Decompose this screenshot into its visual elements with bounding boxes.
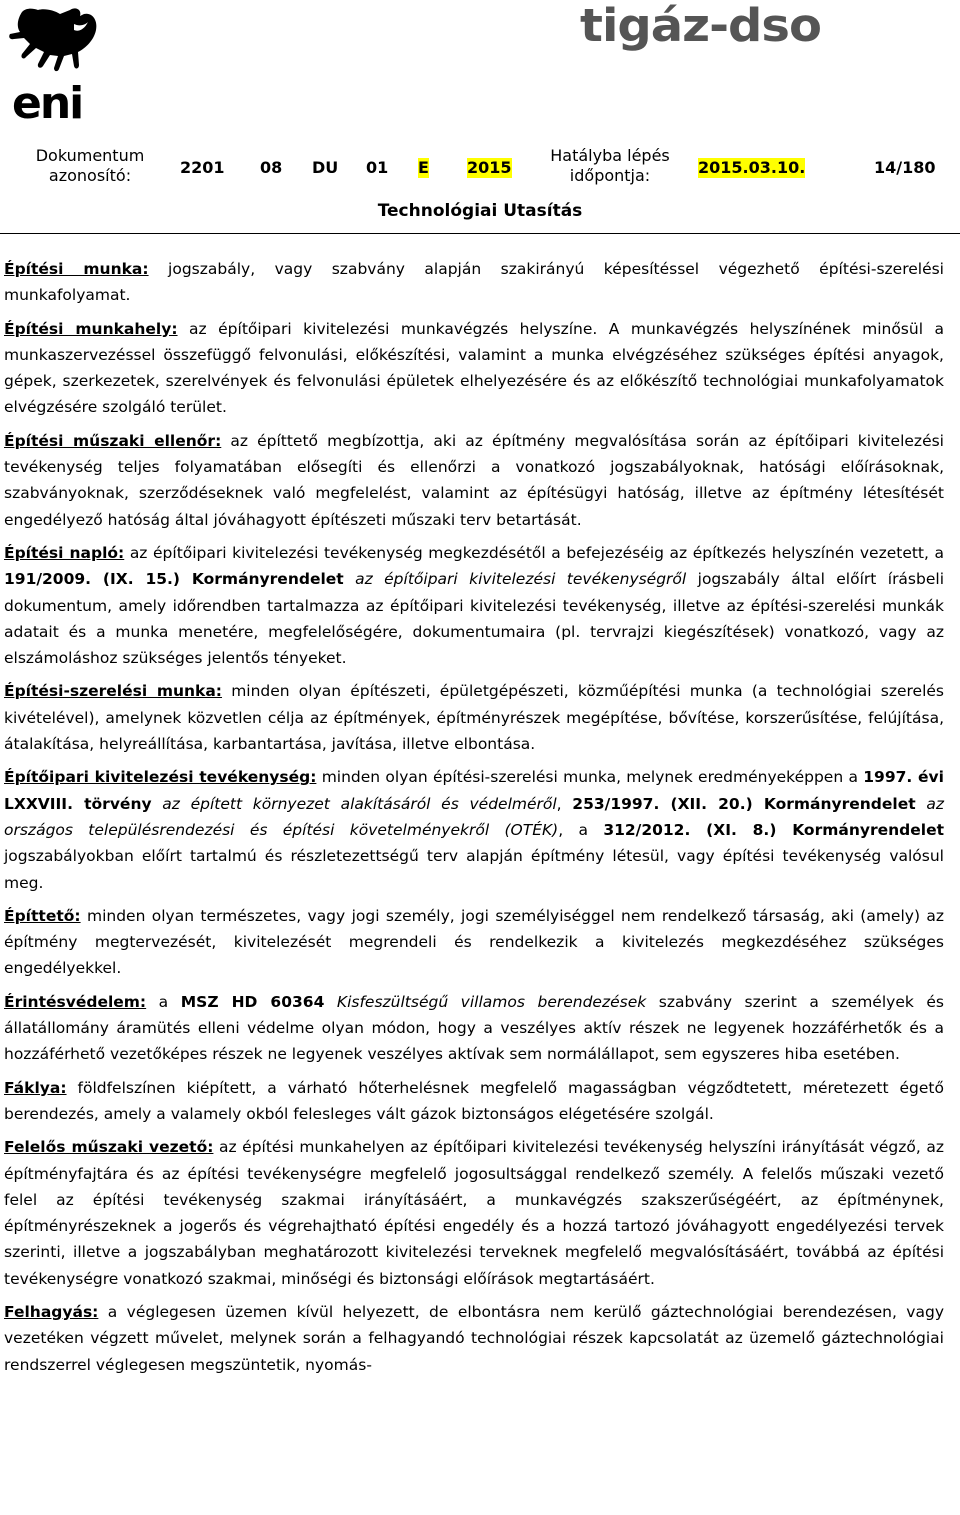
standard-title: Kisfeszültségű villamos berendezések	[336, 992, 647, 1011]
tigaz-dso-logo: tigáz-dso	[580, 0, 821, 53]
page-number: 14/180	[874, 158, 936, 177]
definition-epitesi-szerelesi-munka: Építési-szerelési munka: minden olyan építészeti, épületgépészeti, közműépítési munka (a technológiai szerelés kivételével), amelynek közvetlen célja az építmények, építményrészek megépítése, bővítése, korszerűsítése, felújítása, átalakítása, helyreállítása, karbantartása, javítása, illetve elbontása.	[4, 682, 944, 754]
eni-logo-text: eni	[12, 78, 83, 122]
doc-id-part-6: 2015	[467, 158, 512, 177]
term: Fáklya:	[4, 1078, 67, 1097]
term: Építési napló:	[4, 543, 125, 562]
term: Építtető:	[4, 906, 81, 925]
term: Építési műszaki ellenőr:	[4, 431, 222, 450]
definition-epitesi-muszaki-ellenor: Építési műszaki ellenőr: az építtető megbízottja, aki az építmény megvalósítása során az építőipari kivitelezési tevékenység teljes folyamatában elősegíti és ellenőrzi a vonatkozó jogszabályoknak, hatósági előírásoknak, szabványoknak, szerződéseknek való megfelelést, valamint az építésügyi hatóság, illetve az építmény létesítését engedélyező hatóság által jóváhagyott építészeti műszaki terv betartását.	[4, 431, 944, 529]
effective-date: 2015.03.10.	[698, 158, 806, 177]
definition-epitesi-munkahely: Építési munkahely: az építőipari kivitelezési munkavégzés helyszíne. A munkavégzés helyszínének minősül a munkaszervezéssel összefüggő felvonulási, előkészítési, valamint a munka elvégzéséhez szükséges építési anyagok, gépek, szerkezetek, szerelvények és felvonulási épületek elhelyezésére és az előkészítő technológiai munkafolyamatok elvégzésére szolgáló terület.	[4, 319, 944, 417]
document-subtitle: Technológiai Utasítás	[377, 201, 583, 221]
term: Építési munka:	[4, 260, 149, 278]
term: Építési-szerelési munka:	[4, 682, 223, 701]
standard-ref: MSZ HD 60364	[180, 992, 325, 1011]
term: Építőipari kivitelezési tevékenység:	[4, 768, 317, 787]
regulation-ref: 191/2009. (IX. 15.) Kormányrendelet	[4, 570, 344, 589]
definition-felhagyas: Felhagyás: a véglegesen üzemen kívül helyezett, de elbontásra nem kerülő gáztechnológiai berendezésen, vagy vezetéken végzett művelet, melynek során a felhagyandó technológiai részek kapcsolatát az üzemelő gáztechnológiai rendszerrel véglegesen megszüntetik, nyomás-	[4, 1302, 944, 1374]
regulation-title: az épített környezet alakításáról és védelméről	[162, 794, 557, 813]
regulation-ref: 312/2012. (XI. 8.) Kormányrendelet	[603, 820, 945, 839]
definitions-list	[4, 256, 944, 1385]
regulation-ref: 1997. évi LXXVIII. törvény	[4, 768, 944, 813]
term: Felhagyás:	[4, 1302, 99, 1321]
definition-epitesi-naplo: Építési napló: az építőipari kivitelezési tevékenység megkezdésétől a befejezéséig az építkezés helyszínén vezetett, a 191/2009. (IX. 15.) Kormányrendelet az építőipari kivitelezési tevékenységről jogszabály által előírt írásbeli dokumentum, amely időrendben tartalmazza az építőipari kivitelezési tevékenység, illetve az építési-szerelési munkák adatait és a munka menetére, megfelelőségére, dokumentumaira (pl. tervrajzi kiegészítések) vonatkozó, vagy az elszámoláshoz szükséges jelentős tényeket.	[4, 543, 944, 668]
regulation-ref: 253/1997. (XII. 20.) Kormányrendelet	[572, 794, 916, 813]
definition-epitteto: Építtető: minden olyan természetes, vagy jogi személy, jogi személyiséggel nem rendelkező társaság, aki (amely) az építmény megtervezését, kivitelezését megrendeli és rendelkezik a kivitelezés megkezdéséhez szükséges engedélyekkel.	[4, 906, 944, 978]
regulation-title: az országos településrendezési és építési követelményekről (OTÉK)	[4, 794, 944, 839]
doc-id-part-3: DU	[312, 158, 339, 177]
definition-erintesvedelem: Érintésvédelem: a MSZ HD 60364 Kisfeszültségű villamos berendezések szabvány szerint a személyek és állatállomány áramütés elleni védelme olyan módon, hogy a veszélyes aktív részek ne legyenek hozzáférhetők és a hozzáférhető vezetőképes részek ne legyenek veszélyes aktívak sem normálállapot, sem egyszeres hiba esetében.	[4, 992, 944, 1064]
doc-id-part-5: E	[418, 158, 429, 177]
term: Felelős műszaki vezető:	[4, 1138, 214, 1157]
effective-date-label: Hatályba lépés időpontja:	[550, 146, 670, 185]
document-meta-row	[0, 146, 960, 190]
term: Építési munkahely:	[4, 319, 178, 338]
header-divider	[0, 233, 960, 234]
doc-id-label: Dokumentum azonosító:	[35, 146, 145, 185]
doc-id-part-4: 01	[366, 158, 389, 177]
definition-faklya: Fáklya: földfelszínen kiépített, a várható hőterhelésnek megfelelő magasságban végződtetett, méretezett égető berendezés, amely a valamely okból felesleges vált gázok biztonságos elégetésére szolgál.	[4, 1078, 944, 1123]
doc-id-part-1: 2201	[180, 158, 225, 177]
definition-epitoipari-kivitelezesi-tevekenyseg: Építőipari kivitelezési tevékenység: minden olyan építési-szerelési munka, melynek eredményeképpen a 1997. évi LXXVIII. törvény az épített környezet alakításáról és védelméről, 253/1997. (XII. 20.) Kormányrendelet az országos településrendezési és építési követelményekről (OTÉK), a 312/2012. (XI. 8.) Kormányrendelet jogszabályokban előírt tartalmú és részletezettségű terv alapján építmény létesül, vagy építési tevékenység valósul meg.	[4, 768, 945, 892]
term: Érintésvédelem:	[4, 992, 147, 1011]
eni-logo	[4, 4, 104, 122]
definition-felelos-muszaki-vezeto: Felelős műszaki vezető: az építési munkahelyen az építőipari kivitelezési tevékenység helyszíni irányítását végző, az építményfajtára és az építési tevékenységre megfelelő jogosultsággal rendelkező személy. A felelős műszaki vezető felel az építési tevékenység szakmai irányításáért, a munkavégzés szakszerűségéért, az építménynek, építményrészeknek a jogerős és végrehajtható építési engedély és a hozzá tartozó jóváhagyott engedélyezési tervek szerinti, illetve a jogszabályban meghatározott kivitelezési terveknek megfelelő megvalósításáért, továbbá az építési tevékenységre vonatkozó szakmai, minőségi és biztonsági előírások megtartásáért.	[4, 1138, 944, 1288]
regulation-title: az építőipari kivitelezési tevékenységről	[355, 570, 687, 589]
definition-epitesi-munka: Építési munka: jogszabály, vagy szabvány alapján szakirányú képesítéssel végezhető építési-szerelési munkafolyamat.	[4, 260, 944, 305]
doc-id-part-2: 08	[260, 158, 283, 177]
